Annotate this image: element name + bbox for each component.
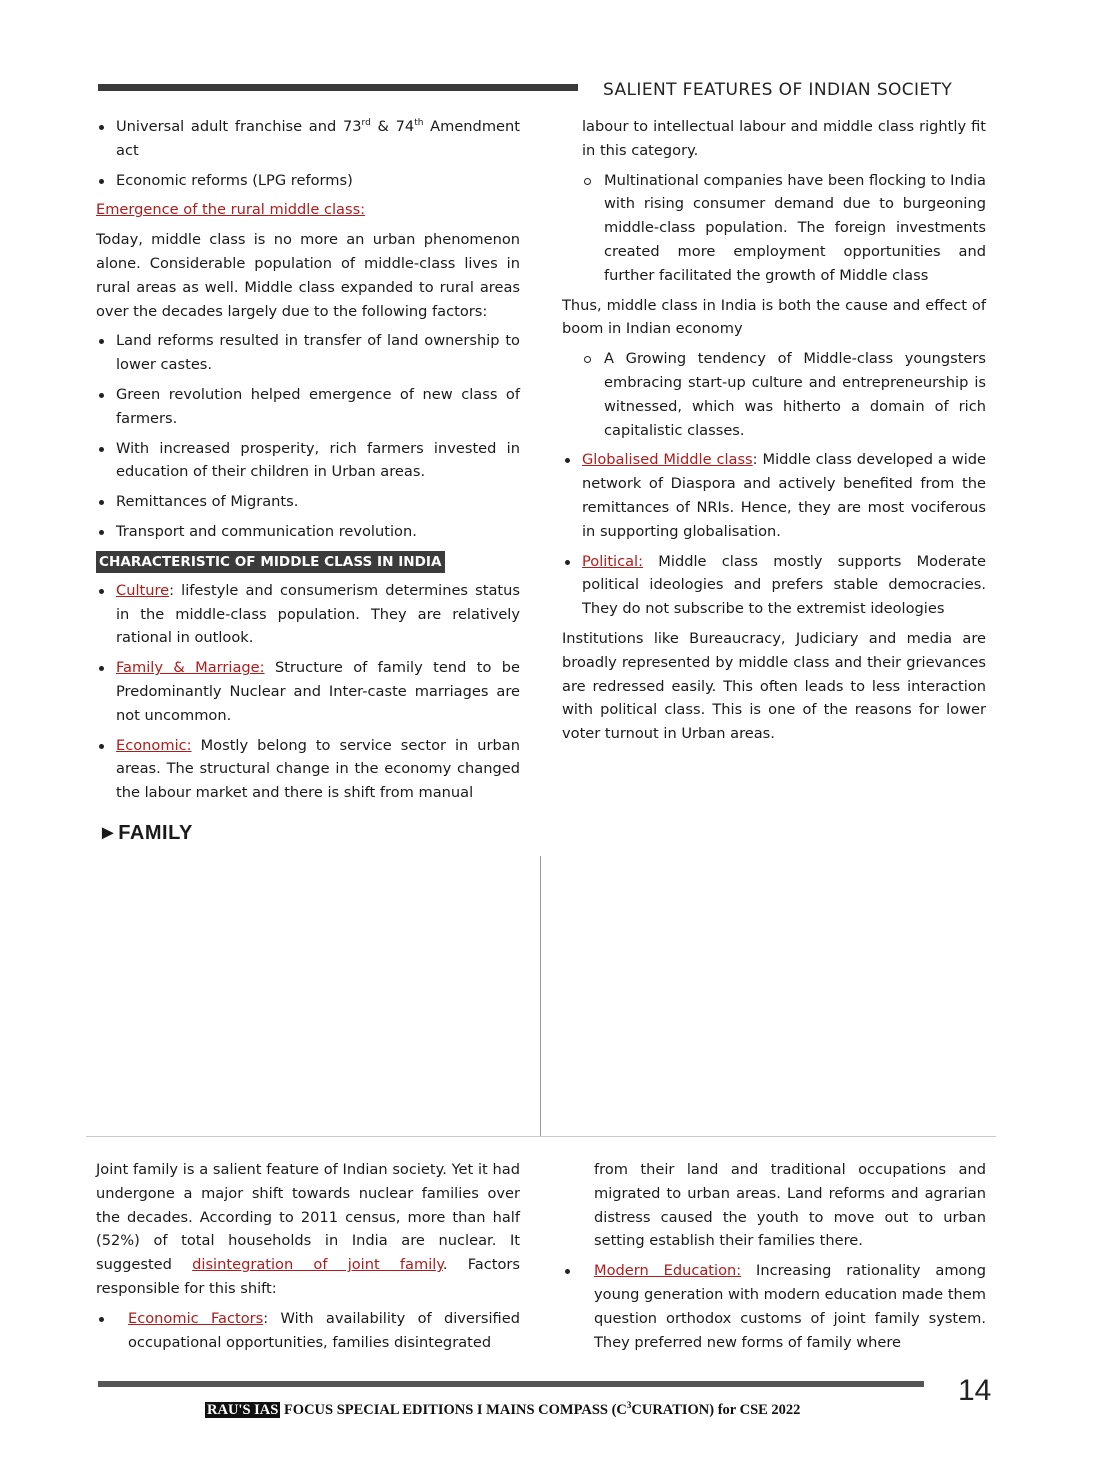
list-item: Remittances of Migrants. (96, 490, 520, 514)
page-number: 14 (958, 1374, 992, 1407)
paragraph: Joint family is a salient feature of Indian society. Yet it had undergone a major shift towards nuclear families over the decades. According to 2011 census, more than half (52%) of total households in India are nuclear. It suggested disintegration of joint family. Factors responsible for this shift: (96, 1161, 520, 1297)
footer-rule (98, 1381, 924, 1387)
bottom-left-column (96, 1158, 520, 1360)
bullet-list (96, 1307, 520, 1355)
list-item: Economic reforms (LPG reforms) (96, 169, 520, 193)
list-item: Economic Factors: With availability of diversified occupational opportunities, families disintegrated (96, 1307, 520, 1355)
sub-bullet-list (562, 347, 986, 442)
paragraph: Thus, middle class in India is both the cause and effect of boom in Indian economy (562, 296, 986, 338)
list-item: Land reforms resulted in transfer of land ownership to lower castes. (96, 329, 520, 377)
list-item: A Growing tendency of Middle-class youngsters embracing start-up culture and entrepreneurship is witnessed, which was hitherto a domain of rich capitalistic classes. (562, 347, 986, 442)
top-right-column (562, 115, 986, 752)
list-item: Economic: Mostly belong to service sector in urban areas. The structural change in the economy changed the labour market and there is shift from manual (96, 734, 520, 805)
bullet-list (96, 329, 520, 543)
list-item: Political: Middle class mostly supports Moderate political ideologies and prefers stable democracies. They do not subscribe to the extremist ideologies (562, 550, 986, 621)
section-heading-rural-middle-class: Emergence of the rural middle class: (96, 201, 366, 219)
list-item: Transport and communication revolution. (96, 520, 520, 544)
diagram-divider-vertical (540, 856, 541, 1136)
bottom-right-column (562, 1158, 986, 1360)
running-header-title: SALIENT FEATURES OF INDIAN SOCIETY (603, 80, 953, 100)
bullet-list (96, 579, 520, 805)
list-item: With increased prosperity, rich farmers invested in education of their children in Urban areas. (96, 437, 520, 485)
sub-bullet-list (562, 169, 986, 288)
list-item: Multinational companies have been flocking to India with rising consumer demand due to burgeoning middle-class population. The foreign investments created more employment opportunities and further facilitated the growth of Middle class (562, 169, 986, 288)
list-item: Modern Education: Increasing rationality among young generation with modern education made them question orthodox customs of joint family system. They preferred new forms of family where (562, 1259, 986, 1354)
bullet-list (562, 1259, 986, 1354)
footer-brand: RAU'S IAS (207, 1402, 279, 1418)
section-heading-family: ►FAMILY (98, 822, 193, 844)
top-left-column (96, 115, 520, 811)
list-item: Globalised Middle class: Middle class developed a wide network of Diaspora and actively benefited from the remittances of NRIs. Hence, they are most vociferous in supporting globalisation. (562, 448, 986, 543)
diagram-divider-horizontal (86, 1136, 996, 1137)
bullet-list (96, 115, 520, 192)
list-item: Culture: lifestyle and consumerism determines status in the middle-class population. They are relatively rational in outlook. (96, 579, 520, 650)
header-rule (98, 84, 578, 91)
footer-text: RAU'S IAS FOCUS SPECIAL EDITIONS I MAINS COMPASS $(C^3CURATION)$ for CSE 2022 (207, 1400, 801, 1418)
paragraph: Today, middle class is no more an urban phenomenon alone. Considerable population of middle-class lives in rural areas as well. Middle class expanded to rural areas over the decades largely due to the following factors: (96, 231, 520, 320)
paragraph-continued: from their land and traditional occupations and migrated to urban areas. Land reforms and agrarian distress caused the youth to move out to urban setting establish their families there. (594, 1161, 986, 1250)
bullet-list (562, 448, 986, 621)
section-heading-characteristics: CHARACTERISTIC OF MIDDLE CLASS IN INDIA (96, 551, 445, 573)
list-item: Universal adult franchise and 73rd & 74th Amendment act (96, 115, 520, 163)
paragraph-continued: labour to intellectual labour and middle class rightly fit in this category. (582, 118, 986, 159)
paragraph: Institutions like Bureaucracy, Judiciary and media are broadly represented by middle class and their grievances are redressed easily. This often leads to less interaction with political class. This is one of the reasons for lower voter turnout in Urban areas. (562, 629, 986, 743)
list-item: Green revolution helped emergence of new class of farmers. (96, 383, 520, 431)
list-item: Family & Marriage: Structure of family tend to be Predominantly Nuclear and Inter-caste marriages are not uncommon. (96, 656, 520, 727)
